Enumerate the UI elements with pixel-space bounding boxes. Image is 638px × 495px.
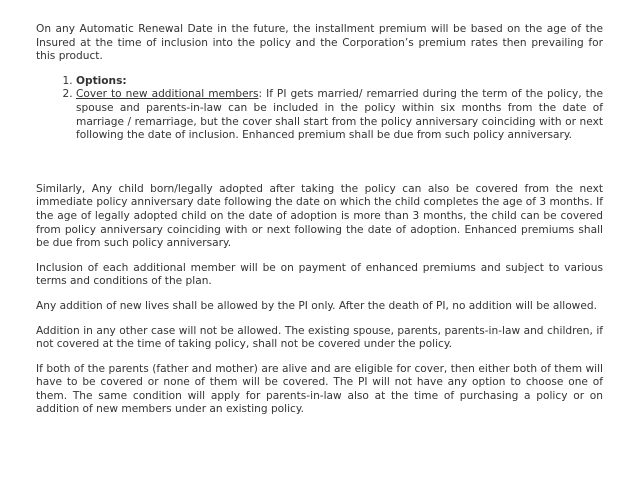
options-title: Options: xyxy=(76,74,127,87)
renewal-premium-paragraph: On any Automatic Renewal Date in the future, the installment premium will be based on the age of the Insured at the time of inclusion into the policy and the Corporation’s premium rates then prevailing for this product. xyxy=(36,23,603,63)
addition-not-allowed-paragraph: Addition in any other case will not be allowed. The existing spouse, parents, parents-in-law and children, if not covered at the time of taking policy, shall not be covered under the policy. xyxy=(36,324,603,351)
child-adoption-paragraph: Similarly, Any child born/legally adopted after taking the policy can also be covered from the next immediate policy anniversary date following the date on which the child completes the age of 3 months. If the age of legally adopted child on the date of adoption is more than 3 months, the child can be covered from policy anniversary coinciding with or next following the date of adoption. Enhanced premiums shall be due from such policy anniversary. xyxy=(36,182,603,250)
cover-additional-members-item xyxy=(76,88,603,142)
options-list xyxy=(36,75,603,143)
cover-additional-members-heading: Cover to new additional members xyxy=(76,88,259,101)
cover-additional-members-text: : If PI gets married/ remarried during the term of the policy, the spouse and parents-in-law can be included in the policy within six months from the date of marriage / remarriage, but the cover shall start from the policy anniversary coinciding with or next following the date of inclusion. Enhanced premium shall be due from such policy anniversary. xyxy=(76,88,603,142)
parents-cover-paragraph: If both of the parents (father and mother) are alive and are eligible for cover, then either both of them will have to be covered or none of them will be covered. The PI will not have any option to choose one of them. The same condition will apply for parents-in-law also at the time of purchasing a policy or on addition of new members under an existing policy. xyxy=(36,362,603,416)
inclusion-premium-paragraph: Inclusion of each additional member will be on payment of enhanced premiums and subject to various terms and conditions of the plan. xyxy=(36,261,603,288)
addition-by-pi-paragraph: Any addition of new lives shall be allowed by the PI only. After the death of PI, no addition will be allowed. xyxy=(36,299,597,312)
section-spacer xyxy=(36,143,603,183)
policy-document xyxy=(36,23,603,417)
options-list-item xyxy=(76,75,603,89)
